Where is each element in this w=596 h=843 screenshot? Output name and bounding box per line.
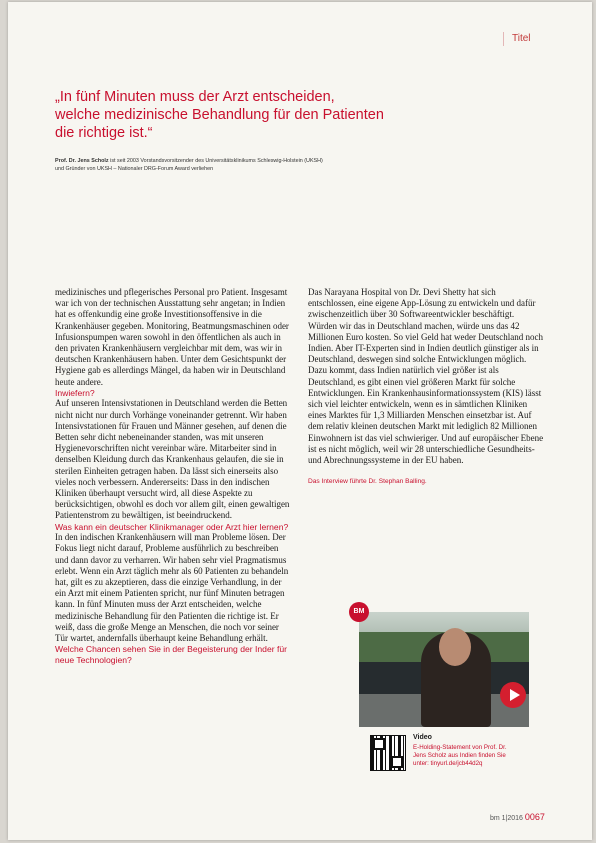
qr-code-icon[interactable]: [370, 735, 406, 771]
video-text-line: E-Holding-Statement von Prof. Dr.: [413, 744, 507, 751]
magazine-issue: bm 1|2016: [490, 815, 523, 822]
quote-line: welche medizinische Behandlung für den Patienten: [55, 107, 384, 123]
right-column: [308, 287, 544, 487]
quote-line: „In fünf Minuten muss der Arzt entscheiden,: [55, 89, 335, 105]
paragraph: Das Narayana Hospital von Dr. Devi Shetty hat sich entschlossen, eine eigene App-Lösung zu entwickeln und dafür zwischenzeitlich über 30 Softwareentwickler beschäftigt. Würden wir das in Deutschland machen, würde uns das 42 Millionen Euro kosten. So viel Geld hat weder Deutschland noch Indien. Aber IT-Experten sind in Indien deutlich günstiger als in Deutschland, deswegen sind solche Entwicklungen möglich. Dazu kommt, dass Indien natürlich viel größer ist als Deutschland, es gibt einen viel größeren Markt für solche Entwicklungen. Ein Krankenhausinformationssystem (KIS) lässt sich viel leichter entwickeln, wenn es in sämtlichen Kliniken eines Marktes für 1,3 Milliarden Menschen einsetzbar ist. Auf dem relativ kleinen deutschen Markt mit lediglich 82 Millionen Einwohnern ist das viel schwieriger. Und auf europäischer Ebene ist es nicht möglich, weil wir 28 unterschiedliche Gesundheits- und Abrechnungssysteme in der EU haben.: [308, 287, 544, 466]
video-person-head: [439, 628, 471, 666]
interview-credit: Das Interview führte Dr. Stephan Balling.: [308, 478, 427, 486]
quote-line: die richtige ist.“: [55, 125, 153, 141]
paragraph: medizinisches und pflegerisches Personal pro Patient. Insgesamt war ich von der technischen Ausstattung sehr angetan; in Indien hat es offenkundig eine große Investitionsoffensive in die Krankenhäuser gegeben. Monitoring, Beatmungsmaschinen oder Infusionspumpen waren sowohl in den öffentlichen als auch in den privaten Krankenhäusern vergleichbar mit dem, was wir in deutschen Krankenhäusern haben. Unter dem Gesichtspunkt der Hygiene gab es allerdings Mängel, da haben wir in Deutschland heute andere.: [55, 287, 289, 387]
pull-quote: [55, 88, 395, 142]
video-thumbnail[interactable]: [359, 612, 529, 727]
page-number: 0067: [524, 812, 545, 822]
magazine-page: [8, 2, 592, 840]
video-link-text[interactable]: [413, 744, 541, 767]
video-label: Video: [413, 734, 432, 741]
video-text-line: unter: tinyurl.de/jcb44d2q: [413, 759, 483, 767]
bm-logo-badge: BM: [349, 602, 369, 622]
interview-question: Welche Chancen sehen Sie in der Begeisterung der Inder für neue Technologien?: [55, 644, 288, 665]
interview-question: Inwiefern?: [55, 387, 95, 398]
paragraph: In den indischen Krankenhäusern will man Probleme lösen. Der Fokus liegt nicht darauf, Probleme ausführlich zu beschreiben und dann davor zu verharren. Wir haben sehr viel Pragmatismus erlebt. Wenn ein Arzt täglich mehr als 60 Patienten zu behandeln hat, gilt es zu akzeptieren, dass die einzige Verhandlung, in der ein Arzt mit einem Patienten spricht, nur fünf Minuten betragen kann. In fünf Minuten muss der Arzt entscheiden, welche medizinische Behandlung für den Patienten die richtige ist. Er weiß, dass die große Menge an Menschen, die noch vor seiner Tür wartet, andernfalls überhaupt keine Behandlung erhält.: [55, 532, 289, 644]
left-column: [55, 287, 291, 665]
caption-line-2: und Gründer von UKSH – Nationaler DRG-Forum Award verliehen: [55, 165, 214, 172]
caption-line-1: ist seit 2003 Vorstandsvorsitzender des Universitätsklinikums Schleswig-Holstein (UKSH): [108, 158, 323, 164]
page-footer: [490, 812, 545, 822]
section-label: Titel: [503, 32, 558, 46]
play-icon[interactable]: [500, 682, 526, 708]
video-text-line: Jens Scholz aus Indien finden Sie: [413, 751, 506, 759]
author-caption: [55, 158, 395, 173]
paragraph: Auf unseren Intensivstationen in Deutschland werden die Betten nicht nicht nur durch Vorhänge voneinander getrennt. Wir haben Intensivstationen für Frauen und Männer gesehen, auf denen die Betten sehr dicht nebeneinander standen, was mit unseren Hygienevorschriften nicht vereinbar wäre. Mitarbeiter sind in denselben Kleidung durch das Krankenhaus gelaufen, die sie in sterilen Einheiten getragen haben. Da lässt sich einerseits also vieles noch verbessern. Andererseits: Dass in den indischen Kliniken überhaupt versucht wird, all diese Aspekte zu berücksichtigen, obwohl es doch vor allem gilt, einen gewaltigen Patientenstrom zu bewältigen, ist beeindruckend.: [55, 398, 290, 521]
interview-question: Was kann ein deutscher Klinikmanager oder Arzt hier lernen?: [55, 521, 289, 532]
author-name: Prof. Dr. Jens Scholz: [55, 158, 109, 164]
